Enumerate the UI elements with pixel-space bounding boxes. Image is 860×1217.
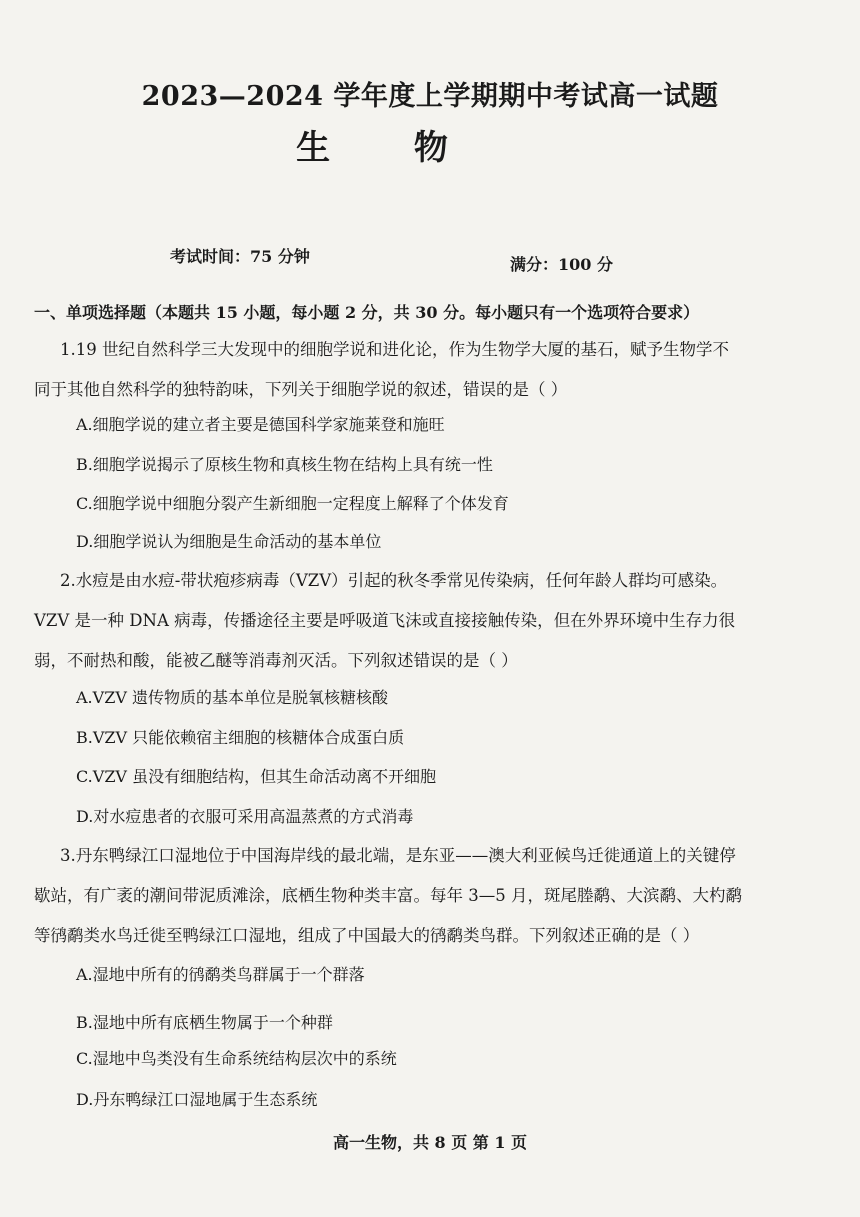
stem-line: 3.丹东鸭绿江口湿地位于中国海岸线的最北端，是东亚——澳大利亚候鸟迁徙通道上的关键停 bbox=[60, 846, 736, 865]
question-1-option-b: B.细胞学说揭示了原核生物和真核生物在结构上具有统一性 bbox=[76, 455, 493, 474]
exam-time: 考试时间：75 分钟 bbox=[170, 247, 310, 266]
stem-line: 弱，不耐热和酸，能被乙醚等消毒剂灭活。下列叙述错误的是（ ） bbox=[34, 651, 518, 670]
stem-line: 等鸻鹬类水鸟迁徙至鸭绿江口湿地，组成了中国最大的鸻鹬类鸟群。下列叙述正确的是（ ） bbox=[34, 926, 700, 945]
stem-line: 同于其他自然科学的独特韵味，下列关于细胞学说的叙述，错误的是（ ） bbox=[34, 380, 568, 399]
question-1-stem bbox=[34, 330, 774, 410]
question-3-option-a: A.湿地中所有的鸻鹬类鸟群属于一个群落 bbox=[76, 965, 365, 984]
question-2-option-b: B.VZV 只能依赖宿主细胞的核糖体合成蛋白质 bbox=[76, 728, 405, 747]
question-3-option-d: D.丹东鸭绿江口湿地属于生态系统 bbox=[76, 1090, 318, 1109]
section-heading: 一、单项选择题（本题共 15 小题，每小题 2 分，共 30 分。每小题只有一个选项符合要求） bbox=[34, 303, 700, 322]
question-2-option-d: D.对水痘患者的衣服可采用高温蒸煮的方式消毒 bbox=[76, 807, 414, 826]
question-3-option-c: C.湿地中鸟类没有生命系统结构层次中的系统 bbox=[76, 1049, 397, 1068]
question-1-option-d: D.细胞学说认为细胞是生命活动的基本单位 bbox=[76, 532, 382, 551]
stem-line: 2.水痘是由水痘-带状疱疹病毒（VZV）引起的秋冬季常见传染病，任何年龄人群均可感染。 bbox=[60, 571, 728, 590]
exam-title: 2023—2024 学年度上学期期中考试高一试题 bbox=[141, 81, 719, 112]
page-footer: 高一生物，共 8 页 第 1 页 bbox=[332, 1133, 528, 1152]
stem-line: VZV 是一种 DNA 病毒，传播途径主要是呼吸道飞沫或直接接触传染，但在外界环境中生存力很 bbox=[34, 611, 736, 630]
stem-line: 歇站，有广袤的潮间带泥质滩涂，底栖生物种类丰富。每年 3—5 月，斑尾塍鹬、大滨鹬、大杓鹬 bbox=[34, 886, 742, 905]
question-2-stem bbox=[34, 561, 774, 681]
full-score: 满分：100 分 bbox=[510, 255, 613, 274]
question-1-option-a: A.细胞学说的建立者主要是德国科学家施莱登和施旺 bbox=[76, 415, 445, 434]
question-1-option-c: C.细胞学说中细胞分裂产生新细胞一定程度上解释了个体发育 bbox=[76, 494, 509, 513]
question-3-stem bbox=[34, 836, 774, 956]
question-3-option-b: B.湿地中所有底栖生物属于一个种群 bbox=[76, 1013, 333, 1032]
question-2-option-c: C.VZV 虽没有细胞结构，但其生命活动离不开细胞 bbox=[76, 767, 437, 786]
subject-title: 生 物 bbox=[296, 128, 484, 168]
stem-line: 1.19 世纪自然科学三大发现中的细胞学说和进化论，作为生物学大厦的基石，赋予生物学不 bbox=[60, 340, 729, 359]
question-2-option-a: A.VZV 遗传物质的基本单位是脱氧核糖核酸 bbox=[76, 688, 388, 707]
